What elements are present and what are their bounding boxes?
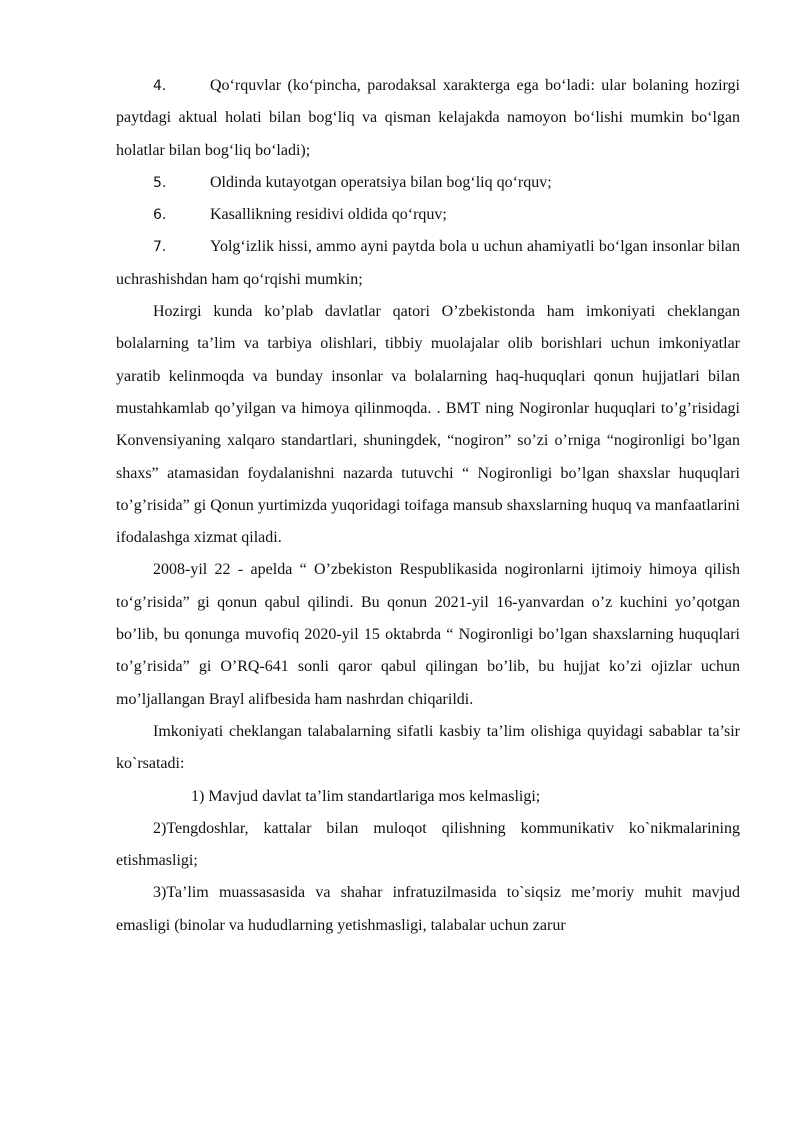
- list-text: Kasallikning residivi oldida qo‘rquv;: [210, 206, 447, 224]
- list-item: [116, 70, 740, 167]
- list-text: Oldinda kutayotgan operatsiya bilan bog‘liq qo‘rquv;: [210, 173, 552, 191]
- paragraph: Imkoniyati cheklangan talabalarning sifatli kasbiy ta’lim olishiga quyidagi sabablar ta’sir ko`rsatadi:: [116, 722, 740, 773]
- list-item: [116, 167, 740, 199]
- list-number: 5.: [153, 174, 167, 191]
- list-number: 6.: [153, 207, 167, 224]
- paragraph: 2008-yil 22 - apelda “ O’zbekiston Respublikasida nogironlarni ijtimoiy himoya qilish to‘g’risida” gi qonun qabul qilindi. Bu qonun 2021-yil 16-yanvardan o’z kuchini yo’qotgan bo’lib, bu qonunga muvofiq 2020-yil 15 oktabrda “ Nogironligi bo’lgan shaxslarning huquqlari to’g’risida” gi O’RQ-641 sonli qaror qabul qilingan bo’lib, bu hujjat ko’zi ojizlar uchun mo’ljallangan Brayl alifbesida ham nashrdan chiqarildi.: [116, 561, 740, 708]
- list-text: Qo‘rquvlar (ko‘pincha, parodaksal xarakterga ega bo‘ladi: ular bolaning hozirgi paytdagi aktual holati bilan bog‘liq va qisman kelajakda namoyon bo‘lishi mumkin bo‘lgan holatlar bilan bog‘liq bo‘ladi);: [116, 77, 740, 159]
- list-number: 7.: [153, 239, 167, 256]
- document-page: [116, 70, 740, 942]
- list-item: [116, 199, 740, 231]
- reason-item: 2)Tengdoshlar, kattalar bilan muloqot qilishning kommunikativ ko`nikmalarining etishmasligi;: [116, 819, 740, 870]
- paragraph: Hozirgi kunda ko’plab davlatlar qatori O’zbekistonda ham imkoniyati cheklangan bolalarning ta’lim va tarbiya olishlari, tibbiy muolajalar olib borishlari uchun imkoniyatlar yaratib kelinmoqda va bunday insonlar va bolalarning haq-huquqlari qonun hujjatlari bilan mustahkamlab qo’yilgan va himoya qilinmoqda. . BMT ning Nogironlar huquqlari to’g’risidagi Konvensiyaning xalqaro standartlari, shuningdek, “nogiron” so’zi o’rniga “nogironligi bo’lgan shaxs” atamasidan foydalanishni nazarda tutuvchi “ Nogironligi bo’lgan shaxslar huquqlari to’g’risida” gi Qonun yurtimizda yuqoridagi toifaga mansub shaxslarning huquq va manfaatlarini ifodalashga xizmat qiladi.: [116, 303, 740, 547]
- list-item: [116, 231, 740, 296]
- reason-item: 3)Ta’lim muassasasida va shahar infratuzilmasida to`siqsiz me’moriy muhit mavjud emasligi (binolar va hududlarning yetishmasligi, talabalar uchun zarur: [116, 884, 740, 934]
- list-text: Yolg‘izlik hissi, ammo ayni paytda bola u uchun ahamiyatli bo‘lgan insonlar bilan uchrashishdan ham qo‘rqishi mumkin;: [116, 238, 740, 288]
- reason-item: 1) Mavjud davlat ta’lim standartlariga mos kelmasligi;: [191, 787, 541, 805]
- list-number: 4.: [153, 78, 167, 94]
